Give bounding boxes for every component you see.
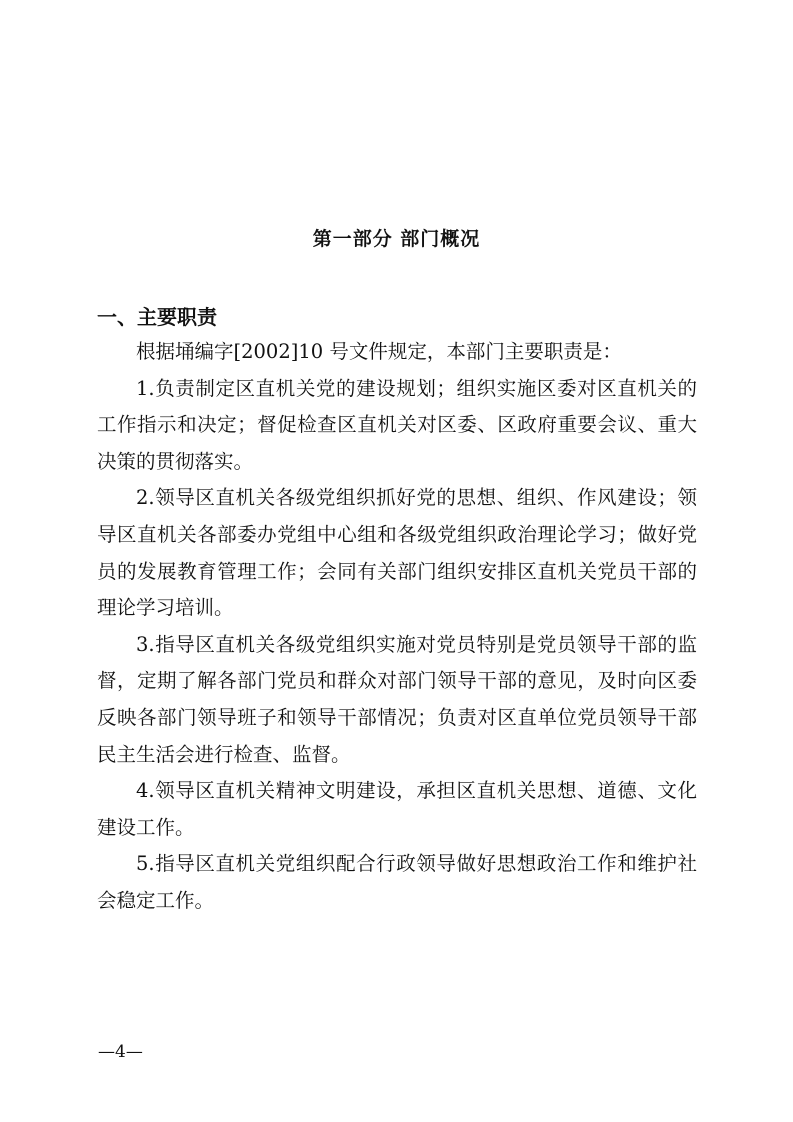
page-number: —4— (98, 1042, 143, 1062)
paragraph-duty-5: 5.指导区直机关党组织配合行政领导做好思想政治工作和维护社会稳定工作。 (97, 852, 697, 912)
paragraph-intro: 根据埇编字[2002]10 号文件规定，本部门主要职责是： (136, 340, 622, 363)
section-heading: 一、主要职责 (97, 305, 217, 329)
paragraph-duty-1: 1.负责制定区直机关党的建设规划；组织实施区委对区直机关的工作指示和决定；督促检查区直机关对区委、区政府重要会议、重大决策的贯彻落实。 (97, 376, 697, 473)
paragraph-duty-2: 2.领导区直机关各级党组织抓好党的思想、组织、作风建设；领导区直机关各部委办党组中心组和各级党组织政治理论学习；做好党员的发展教育管理工作；会同有关部门组织安排区直机关党员干部的理论学习培训。 (97, 486, 697, 620)
paragraph-duty-3: 3.指导区直机关各级党组织实施对党员特别是党员领导干部的监督，定期了解各部门党员和群众对部门领导干部的意见，及时向区委反映各部门领导班子和领导干部情况；负责对区直单位党员领导干部民主生活会进行检查、监督。 (97, 632, 697, 766)
part-title: 第一部分 部门概况 (312, 228, 481, 250)
body-text (97, 334, 697, 920)
paragraph-duty-4: 4.领导区直机关精神文明建设，承担区直机关思想、道德、文化建设工作。 (97, 779, 697, 839)
